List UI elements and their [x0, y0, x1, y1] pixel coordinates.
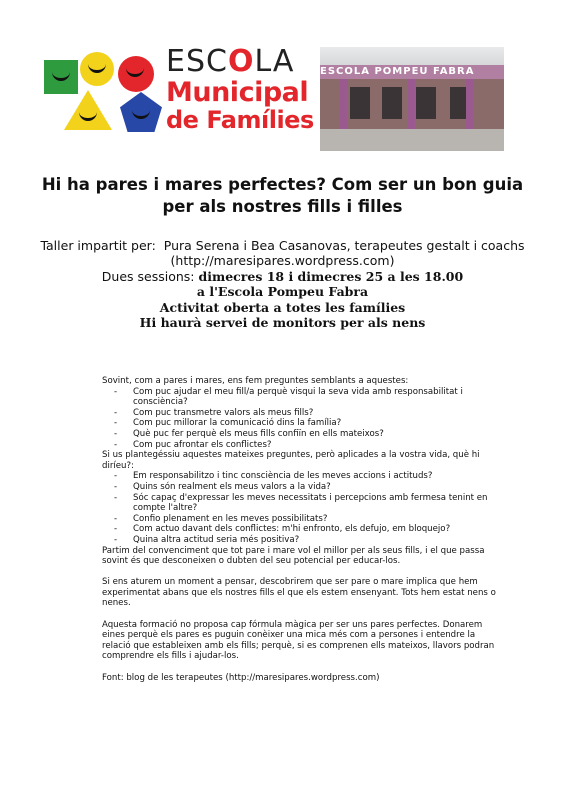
green-square-icon — [44, 60, 78, 94]
red-circle-icon — [118, 56, 154, 92]
intro2-paragraph: Si us plantegéssiu aquestes mateixes preguntes, però aplicades a la vostra vida, què hi diríeu?: — [102, 450, 480, 471]
list-item: - Em responsabilitzo i tinc consciència de les meves accions i actituds? — [102, 471, 502, 482]
yellow-triangle-icon — [64, 90, 112, 130]
list-item: - Quina altra actitud seria més positiva? — [102, 535, 502, 546]
paragraph-3: Aquesta formació no proposa cap fórmula màgica per ser uns pares perfectes. Donarem eines perquè els pares es puguin conèixer una mica més com a persones i entendre la relació que estableixen amb els fills; perquè, si es comprenen ells mateixos, llavors podran comprendre els fills i ajudar-los. — [102, 619, 495, 662]
page-title: Hi ha pares i mares perfectes? Com ser un bon guia per als nostres fills i filles — [41, 175, 524, 216]
school-building-photo — [320, 47, 504, 151]
info-sessions: Dues sessions: dimecres 18 i dimecres 25 a les 18.00 — [101, 268, 464, 284]
paragraph-2: Si ens aturem un moment a pensar, descobrirem que ser pare o mare implica que hem experimentat abans que els nostres fills el que els estem ensenyant. Tots hem estat nens o nenes. — [102, 577, 496, 609]
logo-escola: ESCOLA — [166, 44, 295, 79]
list-item: - Sóc capaç d'expressar les meves necessitats i percepcions amb fermesa tenint en compte l'altre? — [102, 493, 502, 514]
self-questions-list — [102, 471, 502, 545]
intro-paragraph: Sovint, com a pares i mares, ens fem preguntes semblants a aquestes: — [102, 376, 409, 386]
body-text — [102, 376, 502, 683]
info-line-1: Taller impartit per: Pura Serena i Bea Casanovas, terapeutes gestalt i coachs — [40, 238, 525, 253]
info-open: Activitat oberta a totes les famílies — [159, 299, 406, 315]
list-item: - Què puc fer perquè els meus fills confiïn en ells mateixos? — [102, 429, 502, 440]
parent-questions-list — [102, 387, 502, 451]
list-item: - Com puc millorar la comunicació dins la família? — [102, 418, 502, 429]
school-logo-text — [166, 44, 316, 134]
building-sign: ESCOLA POMPEU FABRA — [320, 66, 475, 77]
blue-pentagon-icon — [120, 92, 162, 132]
logo-families: de Famílies — [166, 106, 314, 134]
source-line: Font: blog de les terapeutes (http://maresipares.wordpress.com) — [102, 672, 380, 683]
event-info — [20, 238, 545, 330]
info-url: (http://maresipares.wordpress.com) — [170, 253, 395, 269]
yellow-circle-icon — [80, 52, 114, 86]
list-item: - Com puc afrontar els conflictes? — [102, 440, 502, 451]
list-item: - Com puc transmetre valors als meus fills? — [102, 408, 502, 419]
list-item: - Confio plenament en les meves possibilitats? — [102, 514, 502, 525]
info-location: a l'Escola Pompeu Fabra — [196, 284, 369, 300]
logo-shapes — [44, 52, 164, 134]
paragraph-1: Partim del convenciment que tot pare i mare vol el millor per als seus fills, i el que passa sovint és que desconeixen o dubten del seu potencial per educar-los. — [102, 545, 485, 567]
logo-municipal: Municipal — [166, 77, 309, 108]
list-item: - Com actuo davant dels conflictes: m'hi enfronto, els defujo, em bloquejo? — [102, 524, 502, 535]
list-item: - Quins són realment els meus valors a la vida? — [102, 482, 502, 493]
list-item: - Com puc ajudar el meu fill/a perquè visqui la seva vida amb responsabilitat i consciència? — [102, 387, 502, 408]
info-monitors: Hi haurà servei de monitors per als nens — [139, 315, 426, 331]
